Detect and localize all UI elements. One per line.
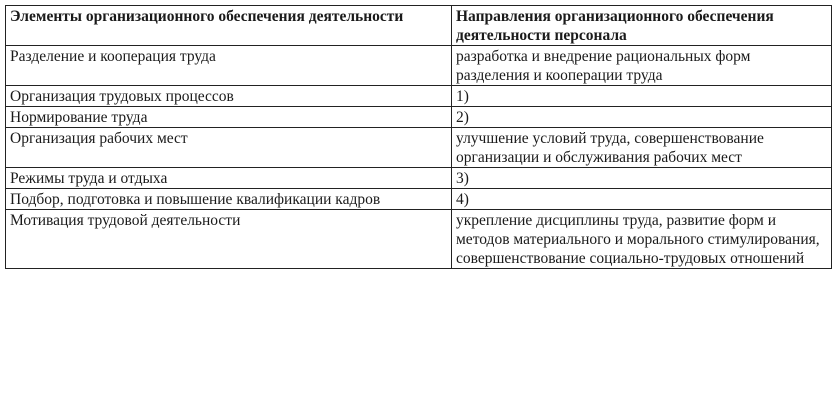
cell-element: Организация рабочих мест [6, 128, 452, 168]
header-directions: Направления организационного обеспечения деятельности персонала [452, 6, 832, 46]
table-row [6, 86, 832, 107]
cell-direction: укрепление дисциплины труда, развитие форм и методов материального и морального стимулирования, совершенствование социально-трудовых отношений [452, 210, 832, 269]
table-row [6, 46, 832, 86]
table-row [6, 210, 832, 269]
table-row [6, 107, 832, 128]
cell-element: Режимы труда и отдыха [6, 168, 452, 189]
table-header-row [6, 6, 832, 46]
cell-direction: 1) [452, 86, 832, 107]
cell-direction: 2) [452, 107, 832, 128]
cell-element: Подбор, подготовка и повышение квалификации кадров [6, 189, 452, 210]
cell-element: Нормирование труда [6, 107, 452, 128]
header-elements: Элементы организационного обеспечения деятельности [6, 6, 452, 46]
cell-direction: улучшение условий труда, совершенствование организации и обслуживания рабочих мест [452, 128, 832, 168]
table-row [6, 189, 832, 210]
table-container [5, 5, 831, 269]
cell-element: Разделение и кооперация труда [6, 46, 452, 86]
org-support-table [5, 5, 832, 269]
cell-direction: 3) [452, 168, 832, 189]
cell-element: Организация трудовых процессов [6, 86, 452, 107]
cell-direction: 4) [452, 189, 832, 210]
table-row [6, 168, 832, 189]
cell-element: Мотивация трудовой деятельности [6, 210, 452, 269]
table-row [6, 128, 832, 168]
cell-direction: разработка и внедрение рациональных форм разделения и кооперации труда [452, 46, 832, 86]
